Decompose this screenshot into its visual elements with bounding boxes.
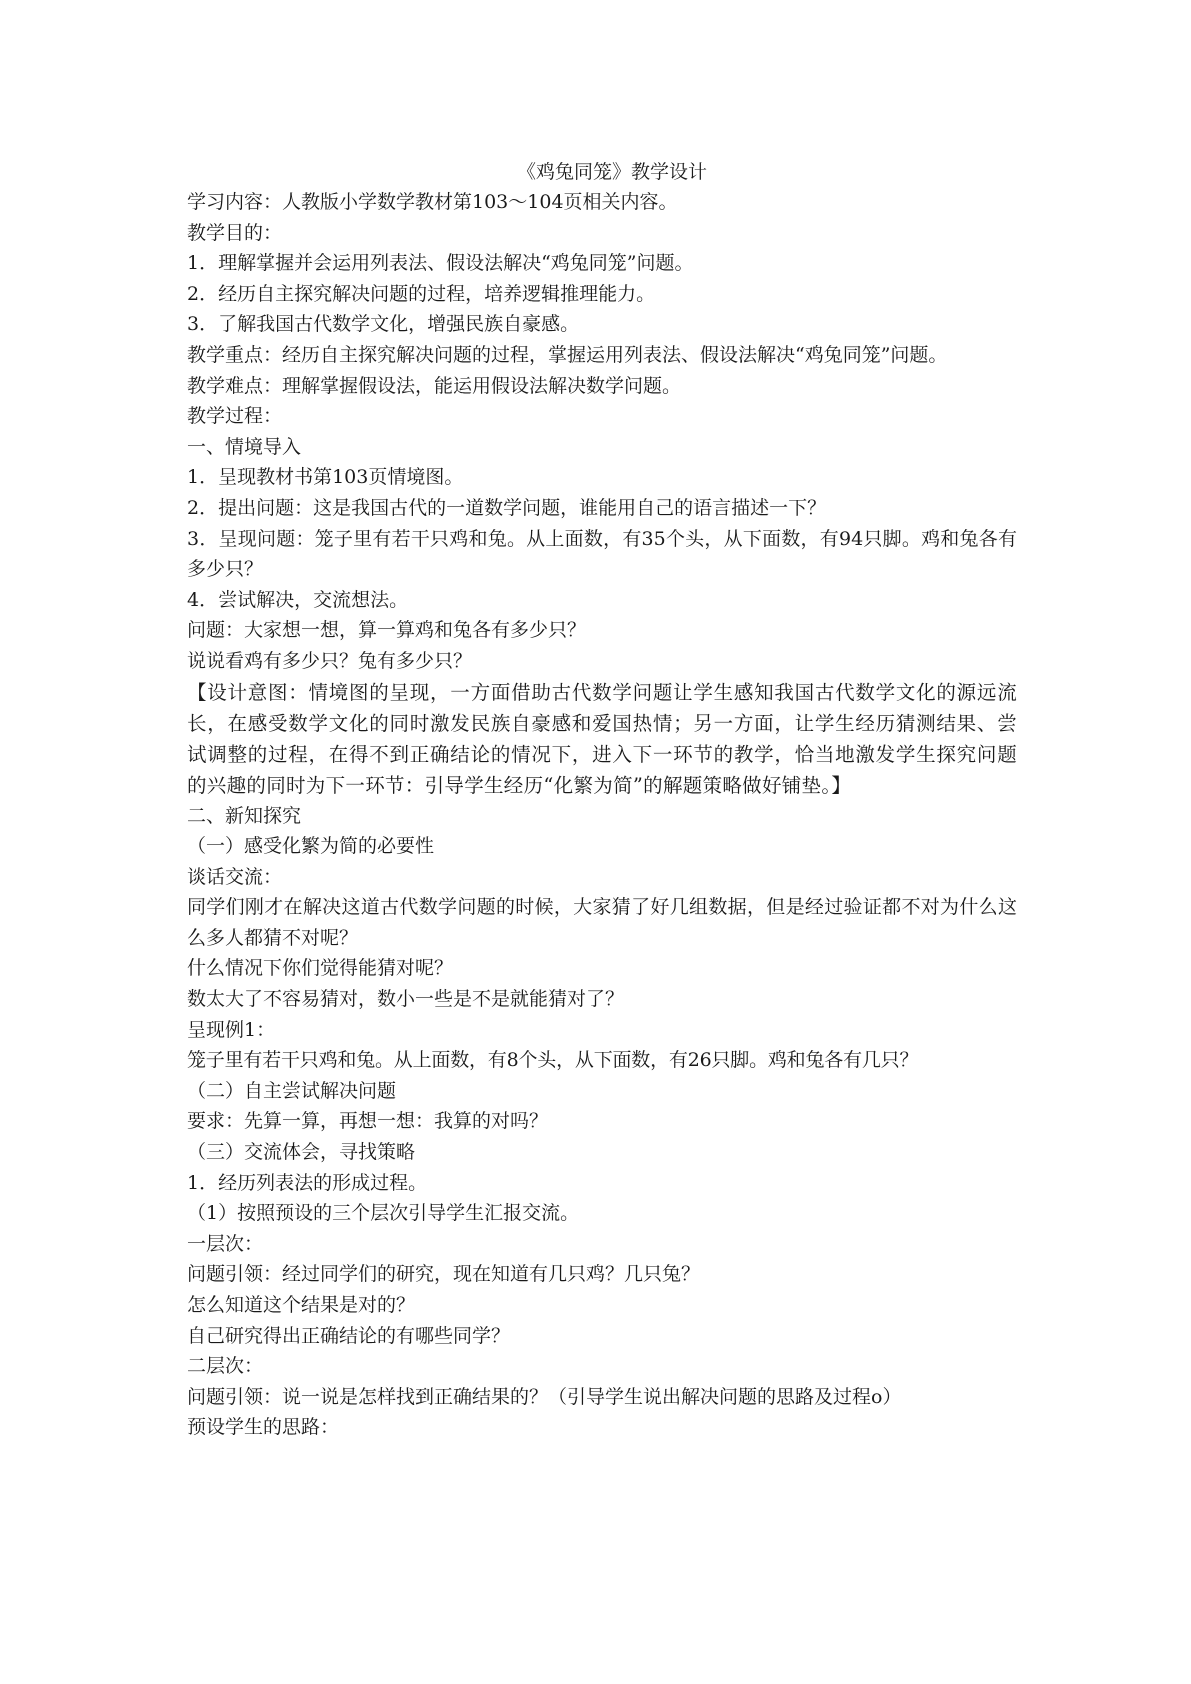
level-2-question: 问题引领：说一说是怎样找到正确结果的？（引导学生说出解决问题的思路及过程o） xyxy=(187,1385,902,1408)
teaching-key-points: 教学重点：经历自主探究解决问题的过程，掌握运用列表法、假设法解决“鸡兔同笼”问题。 xyxy=(187,343,948,366)
step-3: 3．呈现问题：笼子里有若干只鸡和兔。从上面数，有35个头，从下面数，有94只脚。鸡和兔各有多少只？ xyxy=(187,527,1017,581)
question-line-2: 说说看鸡有多少只？兔有多少只？ xyxy=(187,649,473,672)
level-1-heading: 一层次： xyxy=(187,1232,264,1255)
preset-student-thinking: 预设学生的思路： xyxy=(187,1416,340,1439)
discussion-text: 同学们刚才在解决这道古代数学问题的时候，大家猜了好几组数据，但是经过验证都不对为什么这么多人都猜不对呢？ xyxy=(187,896,1017,949)
level-1-question-2: 怎么知道这个结果是对的？ xyxy=(187,1294,416,1316)
objective-1: 1．理解掌握并会运用列表法、假设法解决“鸡兔同笼”问题。 xyxy=(187,252,694,275)
design-intent: 【设计意图：情境图的呈现，一方面借助古代数学问题让学生感知我国古代数学文化的源远流长，在感受数学文化的同时激发民族自豪感和爱国热情；另一方面，让学生经历猜测结果、尝试调整的过程，在得不到正确结论的情况下，进入下一环节的教学，恰当地激发学生探究问题的兴趣的同时为下一环节：引导学生经历“化繁为简”的解题策略做好铺垫。】 xyxy=(187,680,1017,797)
question-line: 问题：大家想一想，算一算鸡和兔各有多少只？ xyxy=(187,619,587,642)
list-method-subitem: （1）按照预设的三个层次引导学生汇报交流。 xyxy=(187,1202,580,1225)
level-2-heading: 二层次： xyxy=(187,1355,264,1378)
step-2: 2．提出问题：这是我国古代的一道数学问题，谁能用自己的语言描述一下？ xyxy=(187,496,827,519)
subsection-1-heading: （一）感受化繁为简的必要性 xyxy=(187,835,435,858)
document-page xyxy=(187,157,1017,1443)
step-4: 4．尝试解决，交流想法。 xyxy=(187,588,409,611)
list-method-item: 1．经历列表法的形成过程。 xyxy=(187,1171,428,1194)
section-2-heading: 二、新知探究 xyxy=(187,804,302,827)
example-1-heading: 呈现例1： xyxy=(187,1018,276,1041)
subsection-3-heading: （三）交流体会，寻找策略 xyxy=(187,1141,416,1164)
example-1-text: 笼子里有若干只鸡和兔。从上面数，有8个头，从下面数，有26只脚。鸡和兔各有几只？ xyxy=(187,1049,919,1072)
level-1-question-1: 问题引领：经过同学们的研究，现在知道有几只鸡？几只兔？ xyxy=(187,1263,701,1286)
teaching-difficulty: 教学难点：理解掌握假设法，能运用假设法解决数学问题。 xyxy=(187,374,682,397)
teaching-process-heading: 教学过程： xyxy=(187,405,283,428)
subsection-2-heading: （二）自主尝试解决问题 xyxy=(187,1079,397,1102)
discussion-question-1: 什么情况下你们觉得能猜对呢？ xyxy=(187,957,454,980)
step-1: 1．呈现教材书第103页情境图。 xyxy=(187,466,464,489)
teaching-objectives-heading: 教学目的： xyxy=(187,221,283,244)
requirement-line: 要求：先算一算，再想一想：我算的对吗？ xyxy=(187,1110,549,1133)
objective-3: 3．了解我国古代数学文化，增强民族自豪感。 xyxy=(187,313,580,336)
discussion-question-2: 数太大了不容易猜对，数小一些是不是就能猜对了？ xyxy=(187,988,625,1011)
document-title: 《鸡兔同笼》教学设计 xyxy=(516,161,707,183)
learning-content: 学习内容：人教版小学数学教材第103～104页相关内容。 xyxy=(187,191,678,213)
discussion-heading: 谈话交流： xyxy=(187,865,283,888)
section-1-heading: 一、情境导入 xyxy=(187,435,302,458)
objective-2: 2．经历自主探究解决问题的过程，培养逻辑推理能力。 xyxy=(187,282,656,305)
level-1-question-3: 自己研究得出正确结论的有哪些同学？ xyxy=(187,1324,511,1347)
